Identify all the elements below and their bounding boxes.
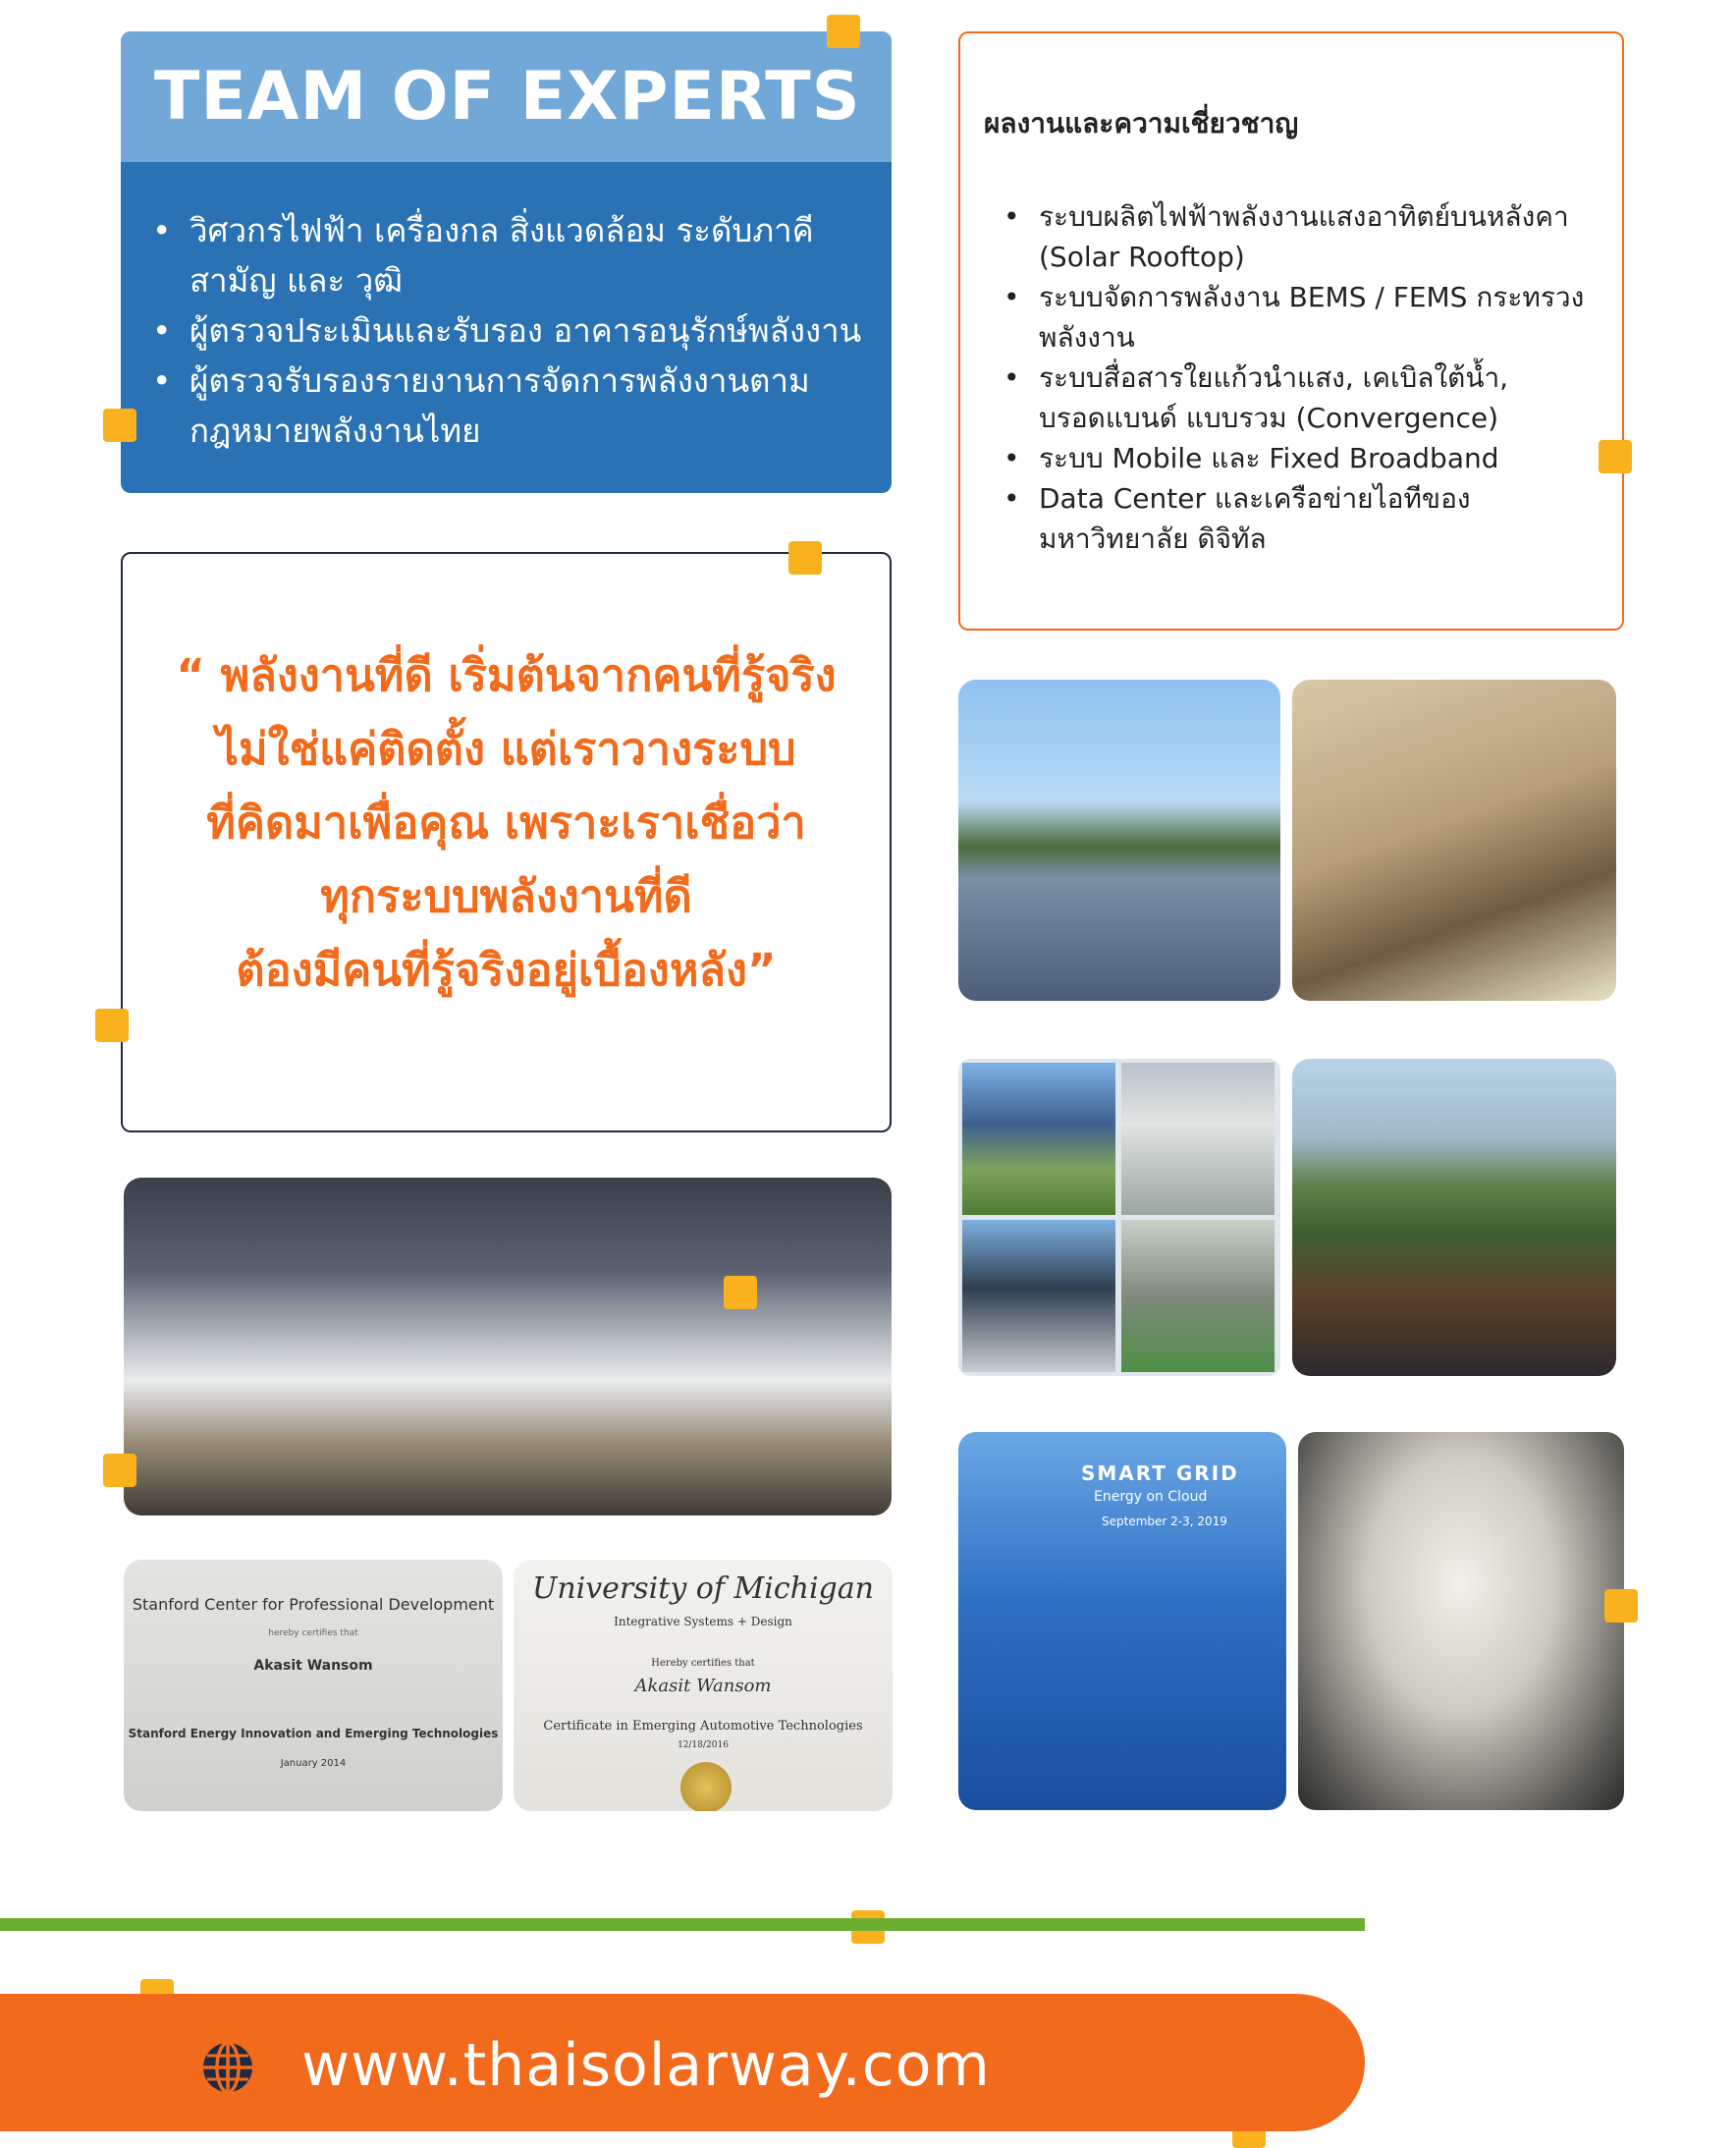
team-of-experts-header <box>121 31 892 162</box>
photo-ev-solar-trailer <box>124 1178 892 1515</box>
accent-square <box>103 409 136 442</box>
accent-square <box>788 541 822 575</box>
cert-date: 12/18/2016 <box>678 1740 729 1750</box>
photo-ev-charging-collage <box>958 1059 1280 1376</box>
collage-tile <box>1121 1220 1275 1372</box>
cert-header: Stanford Center for Professional Development <box>132 1595 495 1614</box>
experts-item: • ผู้ตรวจรับรองรายงานการจัดการพลังงานตาม กฎหมายพลังงานไทย <box>190 356 862 456</box>
photo-gallery-frames <box>1292 680 1616 1001</box>
cert-sub: Hereby certifies that <box>651 1658 755 1669</box>
gold-seal-icon <box>680 1762 732 1811</box>
cert-dept: Integrative Systems + Design <box>614 1615 792 1628</box>
quote-card <box>121 552 892 1132</box>
cert-name: Akasit Wansom <box>253 1658 373 1674</box>
expertise-item: • ระบบจัดการพลังงาน BEMS / FEMS กระทรวงพลังงาน <box>1039 277 1593 358</box>
expertise-item: • ระบบผลิตไฟฟ้าพลังงานแสงอาทิตย์บนหลังคา (Solar Rooftop) <box>1039 196 1593 277</box>
stanford-certificate <box>124 1560 503 1811</box>
photo-smart-grid-award <box>958 1432 1286 1810</box>
accent-square <box>1604 1589 1638 1623</box>
accent-square <box>724 1276 757 1309</box>
collage-tile <box>962 1220 1115 1372</box>
experts-list <box>121 162 892 456</box>
photo-solar-roof-meeting <box>958 680 1280 1001</box>
event-banner-title: SMART GRID <box>1081 1461 1239 1485</box>
photo-vineyard-meeting <box>1292 1059 1616 1376</box>
expertise-list <box>984 196 1593 559</box>
accent-square <box>1599 440 1632 473</box>
team-of-experts-title: TEAM OF EXPERTS <box>154 58 861 136</box>
quote-line: ไม่ใช่แค่ติดตั้ง แต่เราวางระบบ <box>216 723 796 775</box>
cert-course: Certificate in Emerging Automotive Technologies <box>543 1719 863 1734</box>
cert-sub: hereby certifies that <box>268 1628 358 1638</box>
quote-line: ต้องมีคนที่รู้จริงอยู่เบื้องหลัง” <box>236 944 777 996</box>
expertise-item: • Data Center และเครือข่ายไอทีของมหาวิทยาลัย ดิจิทัล <box>1039 478 1593 559</box>
photo-crystal-award <box>1298 1432 1624 1810</box>
accent-square <box>103 1454 136 1487</box>
footer-green-line <box>0 1918 1365 1931</box>
cert-course: Stanford Energy Innovation and Emerging Technologies <box>128 1727 499 1740</box>
quote-line: “ พลังงานที่ดี เริ่มต้นจากคนที่รู้จริง <box>176 649 837 701</box>
quote-line: ที่คิดมาเพื่อคุณ เพราะเราเชื่อว่า <box>206 797 806 849</box>
cert-date: January 2014 <box>280 1758 347 1769</box>
cert-name: Akasit Wansom <box>634 1676 772 1696</box>
michigan-certificate <box>514 1560 893 1811</box>
expertise-card <box>958 31 1624 631</box>
globe-icon <box>200 2040 255 2095</box>
experts-item: • ผู้ตรวจประเมินและรับรอง อาคารอนุรักษ์พลังงาน <box>190 305 862 356</box>
expertise-item: • ระบบ Mobile และ Fixed Broadband <box>1039 438 1593 478</box>
cert-university: University of Michigan <box>532 1571 874 1606</box>
expertise-title: ผลงานและความเชี่ยวชาญ <box>984 107 1299 139</box>
collage-tile <box>1121 1063 1275 1215</box>
collage-tile <box>962 1063 1115 1215</box>
team-of-experts-card <box>121 31 892 493</box>
event-banner-date: September 2-3, 2019 <box>1102 1515 1227 1528</box>
quote-line: ทุกระบบพลังงานที่ดี <box>320 870 692 922</box>
quote-text <box>176 638 836 1007</box>
website-link[interactable]: www.thaisolarway.com <box>301 2031 991 2100</box>
expertise-item: • ระบบสื่อสารใยแก้วนำแสง, เคเบิลใต้น้ำ, บรอดแบนด์ แบบรวม (Convergence) <box>1039 358 1593 438</box>
accent-square <box>827 15 860 48</box>
event-banner-subtitle: Energy on Cloud <box>1094 1489 1208 1505</box>
accent-square <box>95 1009 129 1042</box>
experts-item: • วิศวกรไฟฟ้า เครื่องกล สิ่งแวดล้อม ระดับภาคี สามัญ และ วุฒิ <box>190 205 862 305</box>
